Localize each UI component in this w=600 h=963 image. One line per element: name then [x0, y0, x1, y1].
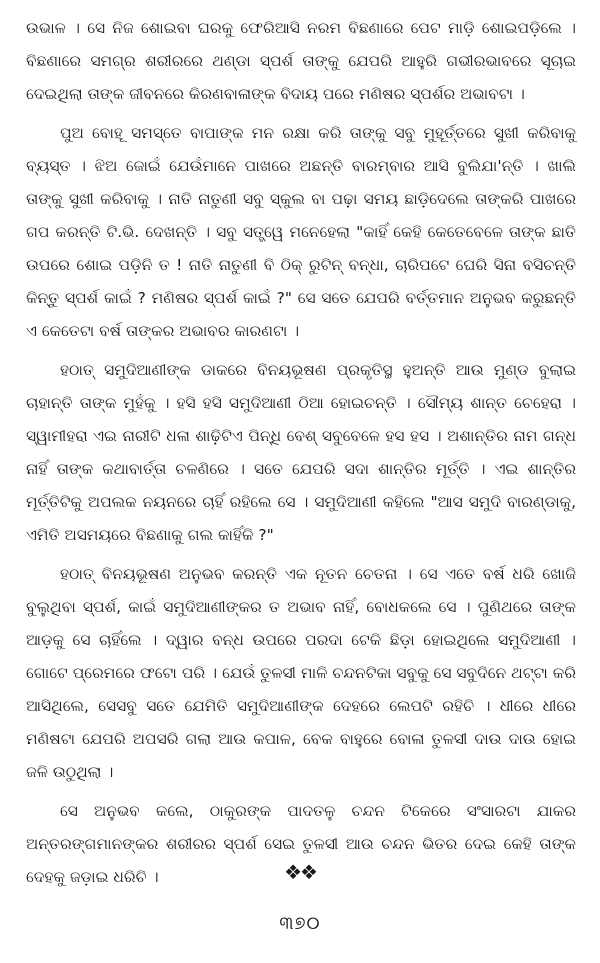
paragraph-3: ହଠାତ୍ ସମୁଦିଆଣୀଙ୍କ ଡାକରେ ବିନୟଭୂଷଣ ପ୍ରକୃତିସ୍ଥ ହୁଅନ୍ତି ଆଉ ମୁଣ୍ଡ ବୁଲାଇ ଚାହାନ୍ତି ତାଙ୍କ ମୁହଁକୁ । ହସି ହସି ସମୁଦିଆଣୀ ଠିଆ ହୋଇଚନ୍ତି । ସୌମ୍ୟ ଶାନ୍ତ ଚେହେରା । ସ୍ୱାମୀହରା ଏଇ ନାରୀଟି ଧଳା ଶାଢ଼ିଟିଏ ପିନ୍ଧି ବେଶ୍ ସବୁବେଳେ ହସ ହସ । ଅଶାନ୍ତିର ନାମ ଗନ୍ଧ ନାହିଁ ତାଙ୍କ କଥାବାର୍ତ୍ତା ଚଳଣିରେ । ସତେ ଯେପରି ସଦା ଶାନ୍ତିର ମୂର୍ତ୍ତି । ଏଇ ଶାନ୍ତିର ମୂର୍ତ୍ତିଟିକୁ ଅପଲକ ନୟନରେ ଚାହିଁ ରହିଲେ ସେ । ସମୁଦିଆଣୀ କହିଲେ "ଆସ ସମୁଦି ବାରଣ୍ଡାକୁ, ଏମିତି ଅସମୟରେ ବିଛଣାକୁ ଗଲ କାହିଁକି ?" — [26, 361, 576, 544]
paragraph-5: ସେ ଅନୁଭବ କଲେ, ଠାକୁରଙ୍କ ପାଦତଳୁ ଚନ୍ଦନ ଟିକେରେ ସଂସାରଟା ଯାକର ଅନ୍ତରଙ୍ଗମାନଙ୍କର ଶରୀରର ସ୍ପର୍ଶ ସେଇ ତୁଳସୀ ଆଉ ଚନ୍ଦନ ଭିତର ଦେଇ କେହି ତାଙ୍କ ଦେହକୁ ଜଡ଼ାଇ ଧରିଚି । — [26, 802, 576, 886]
paragraph-4: ହଠାତ୍ ବିନୟଭୂଷଣ ଅନୁଭବ କରନ୍ତି ଏକ ନୂତନ ଚେତନା । ସେ ଏତେ ବର୍ଷ ଧରି ଖୋଜି ବୁଲୁଥିବା ସ୍ପର୍ଶ, କାଇଁ ସମୁଦିଆଣୀଙ୍କର ତ ଅଭାବ ନାହିଁ, ବୋଧକଲେ ସେ । ପୁଣିଥରେ ତାଙ୍କ ଆଡ଼କୁ ସେ ଚାହିଁଲେ । ଦ୍ୱାର ବନ୍ଧ ଉପରେ ପରଦା ଟେକି ଛିଡ଼ା ହୋଇଥିଲେ ସମୁଦିଆଣୀ । ଗୋଟେ ପ୍ରେମରେ ଫଟୋ ପରି । ଯେଉଁ ତୁଳସୀ ମାଳି ଚନ୍ଦନଟିକା ସବୁକୁ ସେ ସବୁଦିନେ ଥଟ୍ଟା କରି ଆସିଥିଲେ, ସେସବୁ ସତେ ଯେମିତି ସମୁଦିଆଣୀଙ୍କ ଦେହରେ ଲେପଟି ରହିଚି । ଧୀରେ ଧୀରେ ମଣିଷଟା ଯେପରି ଅପସରି ଗଲା ଆଉ କପାଳ, ବେକ ବାହୁରେ ବୋଳା ତୁଳସୀ ଦାଉ ଦାଉ ହୋଇ ଜଳି ଉଠୁଥିଲା । — [26, 565, 576, 781]
page-number: ୩୭୦ — [279, 913, 321, 934]
paragraph-1: ଉଭାଳ । ସେ ନିଜ ଶୋଇବା ଘରକୁ ଫେରିଆସି ନରମ ବିଛଣାରେ ପେଟ ମାଡ଼ି ଶୋଇପଡ଼ିଲେ । ବିଛଣାରେ ସମଗ୍ର ଶରୀରରେ ଥଣ୍ଡା ସ୍ପର୍ଶ ତାଙ୍କୁ ଯେପରି ଆହୁରି ଗଭୀରଭାବରେ ସୂଚାଇ ଦେଇଥିଲା ତାଙ୍କ ଜୀବନରେ କିରଣବାଳାଙ୍କ ବିଦାୟ ପରେ ମଣିଷର ସ୍ପର୍ଶର ଅଭାବଟା । — [26, 19, 576, 103]
section-ornament-icon: ❖❖ — [284, 860, 316, 884]
paragraph-2: ପୁଅ ବୋହୂ ସମସ୍ତେ ବାପାଙ୍କ ମନ ରକ୍ଷା କରି ତାଙ୍କୁ ସବୁ ମୁହୂର୍ତ୍ତରେ ସୁଖୀ କରିବାକୁ ବ୍ୟସ୍ତ । ଝିଅ ଜୋଇଁ ଯେଉଁମାନେ ପାଖରେ ଅଛନ୍ତି ବାରମ୍ବାର ଆସି ବୁଲିଯା'ନ୍ତି । ଖାଲି ତାଙ୍କୁ ସୁଖୀ କରିବାକୁ । ନାତି ନାତୁଣୀ ସବୁ ସ୍କୁଲ ବା ପଢ଼ା ସମୟ ଛାଡ଼ିଦେଲେ ତାଙ୍କରି ପାଖରେ ଗପ କରନ୍ତି ଟି.ଭି. ଦେଖନ୍ତି । ସବୁ ସତ୍ତ୍ୱେ ମନେହେଲା "କାହିଁ କେହି କେତେବେଳେ ତାଙ୍କ ଛାତି ଉପରେ ଶୋଇ ପଡ଼ିନି ତ ! ନାତି ନାତୁଣୀ ବି ଠିକ୍ ରୁଟିନ୍ ବନ୍ଧା, ଚାରିପଟେ ଘେରି ସିନା ବସିଚନ୍ତି କିନ୍ତୁ ସ୍ପର୍ଶ କାଇଁ ? ମଣିଷର ସ୍ପର୍ଶ କାଇଁ ?" ସେ ସତେ ଯେପରି ବର୍ତ୍ତମାନ ଅନୁଭବ କରୁଛନ୍ତି ଏ କେତେଟା ବର୍ଷ ତାଙ୍କର ଅଭାବର କାରଣଟା । — [26, 124, 576, 340]
